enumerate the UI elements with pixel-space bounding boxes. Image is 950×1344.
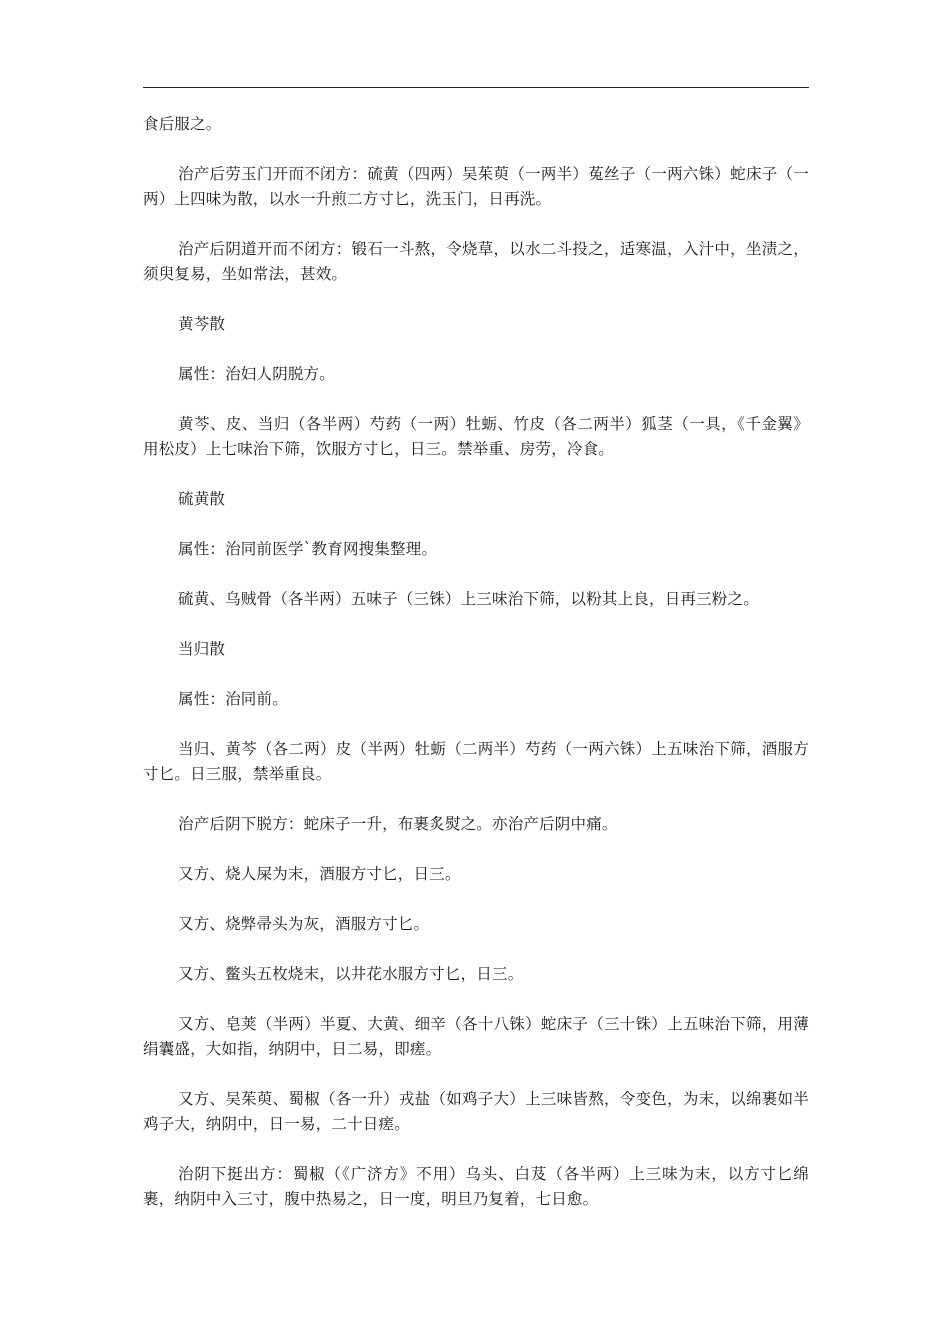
paragraph: 属性：治妇人阴脱方。 [178,365,336,383]
paragraph: 属性：治同前。 [178,690,288,708]
section-heading: 当归散 [178,640,226,658]
paragraph: 治产后阴道开而不闭方：锻石一斗熬，令烧草，以水二斗投之，适寒温，入汁中，坐渍之，须臾复易，坐如常法，甚效。 [143,240,809,283]
paragraph: 治产后阴下脱方：蛇床子一升，布裹炙熨之。亦治产后阴中痛。 [178,815,618,833]
paragraph: 又方、皂荚（半两）半夏、大黄、细辛（各十八铢）蛇床子（三十铢）上五味治下筛，用薄绢囊盛，大如指，纳阴中，日二易，即瘥。 [143,1015,809,1058]
paragraph: 又方、鳖头五枚烧末，以井花水服方寸匕，日三。 [178,965,524,983]
header-divider [143,87,809,88]
paragraph: 属性：治同前医学`教育网搜集整理。 [178,540,438,558]
paragraph: 治产后劳玉门开而不闭方：硫黄（四两）吴茱萸（一两半）菟丝子（一两六铢）蛇床子（一两）上四味为散，以水一升煎二方寸匕，洗玉门，日再洗。 [143,165,809,208]
paragraph: 治阴下挺出方：蜀椒（《广济方》不用）乌头、白芨（各半两）上三味为末，以方寸匕绵裹，纳阴中入三寸，腹中热易之，日一度，明旦乃复着，七日愈。 [143,1165,809,1208]
paragraph: 硫黄、乌贼骨（各半两）五味子（三铢）上三味治下筛，以粉其上良，日再三粉之。 [178,590,759,608]
paragraph: 黄芩、皮、当归（各半两）芍药（一两）牡蛎、竹皮（各二两半）狐茎（一具，《千金翼》用松皮）上七味治下筛，饮服方寸匕，日三。禁举重、房劳，冷食。 [143,415,809,458]
paragraph: 又方、烧人屎为末，酒服方寸匕，日三。 [178,865,461,883]
paragraph: 又方、吴茱萸、蜀椒（各一升）戎盐（如鸡子大）上三味皆熬，令变色，为末，以绵裹如半鸡子大，纳阴中，日一易，二十日瘥。 [143,1090,809,1133]
paragraph: 当归、黄芩（各二两）皮（半两）牡蛎（二两半）芍药（一两六铢）上五味治下筛，酒服方寸匕。日三服，禁举重良。 [143,740,809,783]
paragraph: 食后服之。 [143,115,222,133]
document-body [143,112,809,1237]
section-heading: 硫黄散 [178,490,226,508]
paragraph: 又方、烧弊帚头为灰，酒服方寸匕。 [178,915,430,933]
section-heading: 黄芩散 [178,315,226,333]
